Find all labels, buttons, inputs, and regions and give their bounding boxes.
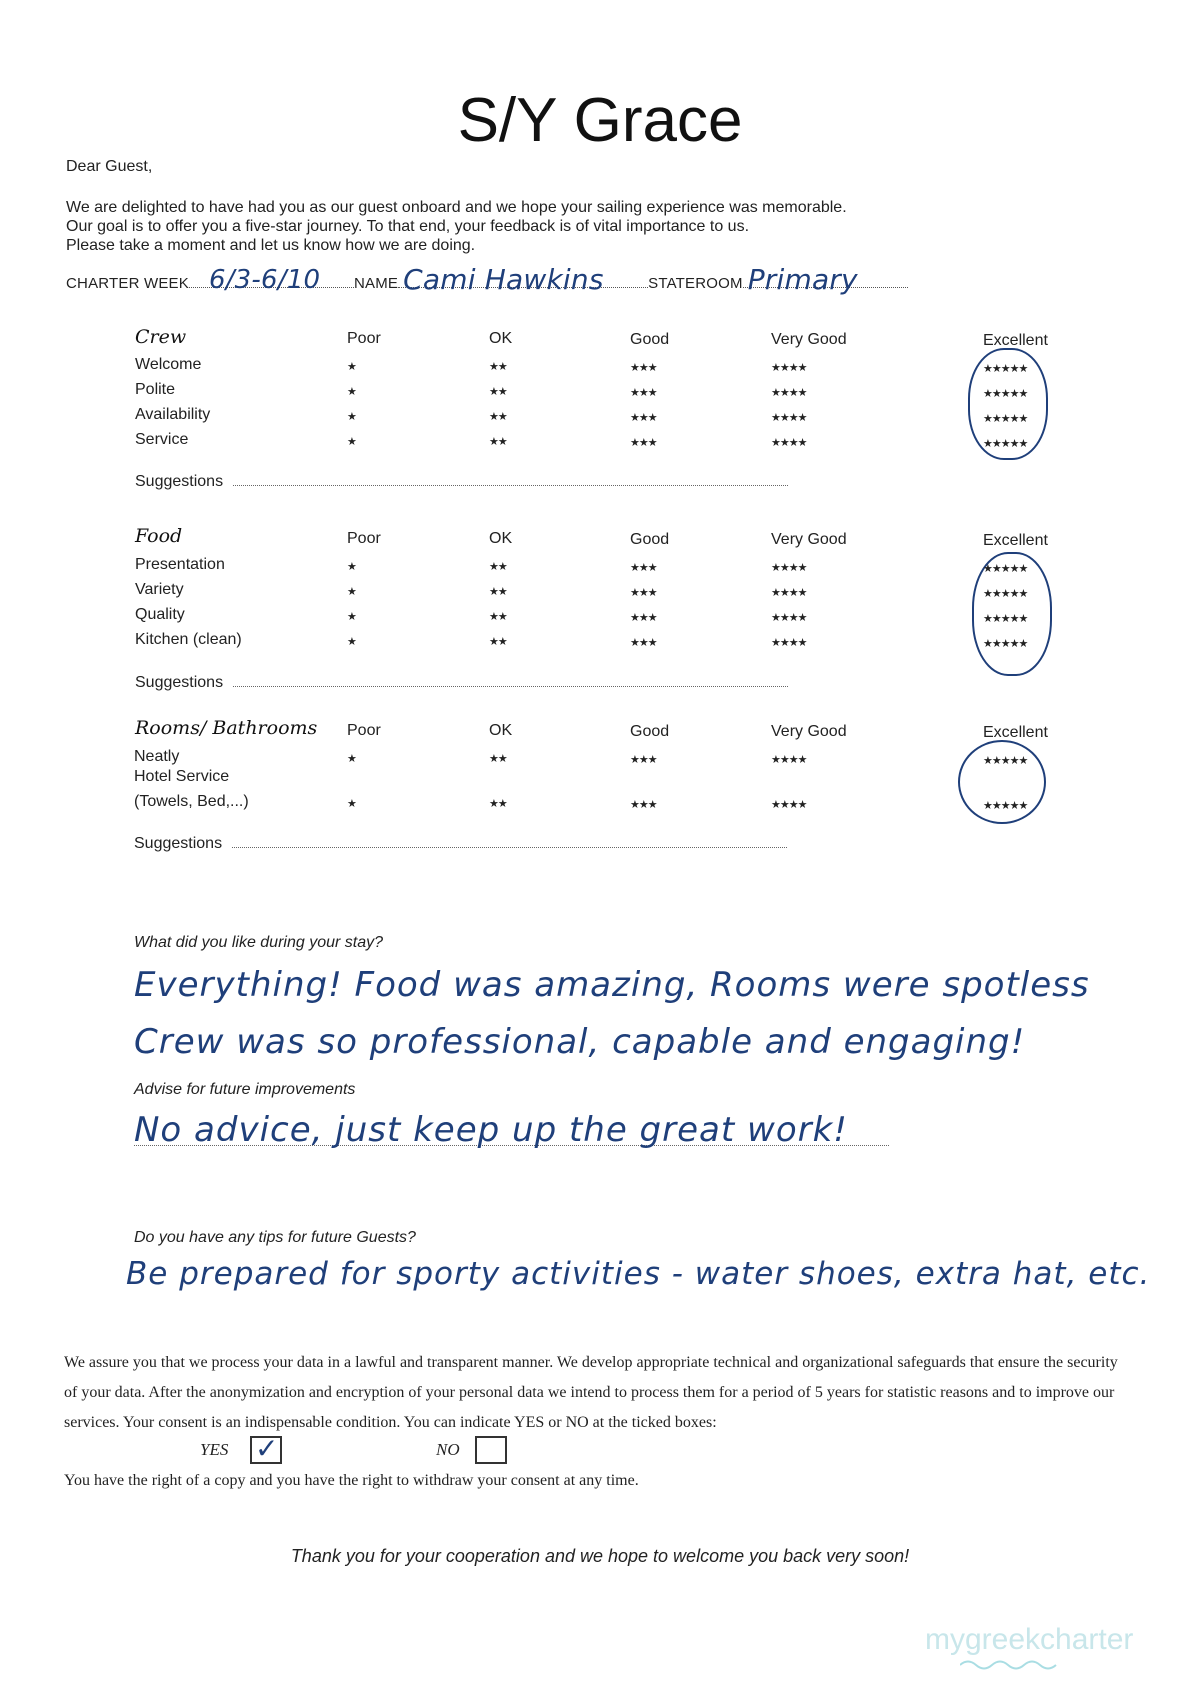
rating-good[interactable]: ★★★ — [630, 412, 657, 424]
rating-very-good[interactable]: ★★★★ — [771, 637, 807, 649]
row-label: (Towels, Bed,...) — [134, 793, 249, 810]
rating-good[interactable]: ★★★ — [630, 754, 657, 766]
rating-excellent[interactable]: ★★★★★ — [983, 638, 1028, 650]
rating-good[interactable]: ★★★ — [630, 612, 657, 624]
yes-checkbox[interactable] — [250, 1432, 282, 1465]
row-label: Hotel Service — [134, 768, 230, 785]
answer-like-line-1[interactable]: Everything! Food was amazing, Rooms were spotless — [134, 965, 1090, 1005]
rating-poor[interactable]: ★ — [347, 411, 356, 423]
rating-ok[interactable]: ★★ — [489, 386, 507, 398]
thank-you-text: Thank you for your cooperation and we hope to welcome you back very soon! — [290, 1546, 910, 1566]
col-good: Good — [630, 723, 670, 740]
col-poor: Poor — [347, 530, 381, 547]
rating-good[interactable]: ★★★ — [630, 587, 657, 599]
rating-poor[interactable]: ★ — [347, 798, 356, 810]
charter-week-value: 6/3-6/10 — [208, 265, 321, 295]
rating-excellent[interactable]: ★★★★★ — [983, 563, 1028, 575]
rating-good[interactable]: ★★★ — [630, 562, 657, 574]
form-title: S/Y Grace — [457, 86, 743, 155]
question-like: What did you like during your stay? — [134, 934, 384, 951]
row-label: Availability — [135, 406, 211, 423]
intro-text — [66, 198, 926, 255]
row-label: Presentation — [135, 556, 225, 573]
rating-good[interactable]: ★★★ — [630, 437, 657, 449]
col-poor: Poor — [347, 330, 381, 347]
suggestions-row — [135, 473, 788, 491]
suggestions-label: Suggestions — [135, 674, 224, 691]
row-label: Quality — [135, 606, 185, 623]
rating-ok[interactable]: ★★ — [489, 561, 507, 573]
rating-good[interactable]: ★★★ — [630, 362, 657, 374]
rating-good[interactable]: ★★★ — [630, 799, 657, 811]
rights-text: You have the right of a copy and you have the right to withdraw your consent at any time. — [64, 1472, 639, 1489]
section-title-crew: Crew — [135, 326, 187, 348]
rating-poor[interactable]: ★ — [347, 386, 356, 398]
charter-week-label: CHARTER WEEK — [66, 275, 189, 292]
suggestions-row — [135, 674, 788, 692]
greeting: Dear Guest, — [66, 158, 153, 175]
charter-info-row — [66, 263, 908, 296]
answer-advise[interactable]: No advice, just keep up the great work! — [134, 1110, 848, 1150]
rating-poor[interactable]: ★ — [347, 361, 356, 373]
rating-excellent[interactable]: ★★★★★ — [983, 613, 1028, 625]
row-label: Polite — [135, 381, 176, 398]
charter-week-field[interactable] — [189, 265, 354, 295]
rating-excellent[interactable]: ★★★★★ — [983, 588, 1028, 600]
section-title-rooms: Rooms/ Bathrooms — [135, 717, 318, 739]
col-good: Good — [630, 531, 670, 548]
col-very-good: Very Good — [771, 723, 847, 740]
rating-excellent[interactable]: ★★★★★ — [983, 363, 1028, 375]
suggestions-label: Suggestions — [135, 473, 224, 490]
col-excellent: Excellent — [983, 332, 1048, 349]
stateroom-value: Primary — [747, 263, 858, 296]
rating-poor[interactable]: ★ — [347, 753, 356, 765]
section-title-food: Food — [135, 525, 183, 547]
rating-excellent[interactable]: ★★★★★ — [983, 388, 1028, 400]
rating-very-good[interactable]: ★★★★ — [771, 437, 807, 449]
watermark-wave-icon — [960, 1658, 1060, 1672]
suggestions-field[interactable] — [233, 676, 788, 687]
intro-line: Our goal is to offer you a five-star journey. To that end, your feedback is of vital importance to us. — [66, 218, 750, 235]
stateroom-field[interactable] — [743, 263, 908, 296]
rating-poor[interactable]: ★ — [347, 561, 356, 573]
col-good: Good — [630, 331, 670, 348]
rating-very-good[interactable]: ★★★★ — [771, 587, 807, 599]
suggestions-label: Suggestions — [134, 835, 223, 852]
rating-very-good[interactable]: ★★★★ — [771, 387, 807, 399]
col-excellent: Excellent — [983, 532, 1048, 549]
rating-excellent[interactable]: ★★★★★ — [983, 800, 1028, 812]
suggestions-row — [134, 835, 787, 853]
col-ok: OK — [489, 722, 513, 739]
no-label: NO — [436, 1440, 460, 1459]
rating-excellent[interactable]: ★★★★★ — [983, 755, 1028, 767]
rating-poor[interactable]: ★ — [347, 586, 356, 598]
consent-text: We assure you that we process your data in a lawful and transparent manner. We develop appropriate technical and organizational safeguards that ensure the security of your data. After the anonymization and encryption of your personal data we intend to process them for a period of 5 years for statistic reasons and to improve our services. Your consent is an indispensable condition. You can indicate YES or NO at the ticked boxes: — [64, 1354, 1118, 1431]
suggestions-field[interactable] — [232, 837, 787, 848]
col-ok: OK — [489, 330, 513, 347]
rating-poor[interactable]: ★ — [347, 436, 356, 448]
rating-ok[interactable]: ★★ — [489, 436, 507, 448]
rating-very-good[interactable]: ★★★★ — [771, 362, 807, 374]
rating-ok[interactable]: ★★ — [489, 753, 507, 765]
rating-ok[interactable]: ★★ — [489, 586, 507, 598]
name-label: NAME — [353, 275, 399, 292]
rating-good[interactable]: ★★★ — [630, 387, 657, 399]
check-icon: ✓ — [255, 1432, 279, 1465]
col-ok: OK — [489, 530, 513, 547]
rating-very-good[interactable]: ★★★★ — [771, 754, 807, 766]
no-checkbox[interactable] — [475, 1436, 507, 1464]
answer-like-line-2[interactable]: Crew was so professional, capable and engaging! — [134, 1022, 1026, 1062]
rating-ok[interactable]: ★★ — [489, 798, 507, 810]
rating-very-good[interactable]: ★★★★ — [771, 562, 807, 574]
rating-ok[interactable]: ★★ — [489, 611, 507, 623]
rating-poor[interactable]: ★ — [347, 636, 356, 648]
rating-ok[interactable]: ★★ — [489, 636, 507, 648]
rating-excellent[interactable]: ★★★★★ — [983, 438, 1028, 450]
col-very-good: Very Good — [771, 331, 847, 348]
intro-line: We are delighted to have had you as our guest onboard and we hope your sailing experience was memorable. — [66, 199, 847, 216]
rating-very-good[interactable]: ★★★★ — [771, 612, 807, 624]
col-excellent: Excellent — [983, 724, 1048, 741]
intro-line: Please take a moment and let us know how we are doing. — [66, 237, 476, 254]
stateroom-label: STATEROOM — [648, 275, 743, 292]
answer-tips[interactable]: Be prepared for sporty activities - water shoes, extra hat, etc. — [126, 1256, 1151, 1292]
suggestions-field[interactable] — [233, 475, 788, 486]
name-field[interactable] — [398, 263, 648, 296]
row-label: Neatly — [134, 748, 180, 765]
rating-excellent[interactable]: ★★★★★ — [983, 413, 1028, 425]
row-label: Service — [135, 431, 189, 448]
name-value: Cami Hawkins — [403, 263, 604, 296]
rating-ok[interactable]: ★★ — [489, 361, 507, 373]
rating-very-good[interactable]: ★★★★ — [771, 799, 807, 811]
col-very-good: Very Good — [771, 531, 847, 548]
watermark-logo: mygreekcharter — [925, 1623, 1134, 1656]
rating-very-good[interactable]: ★★★★ — [771, 412, 807, 424]
row-label: Variety — [135, 581, 184, 598]
rating-good[interactable]: ★★★ — [630, 637, 657, 649]
question-advise: Advise for future improvements — [134, 1081, 356, 1098]
rating-ok[interactable]: ★★ — [489, 411, 507, 423]
yes-label: YES — [200, 1440, 229, 1459]
row-label: Kitchen (clean) — [135, 631, 242, 648]
row-label: Welcome — [135, 356, 202, 373]
question-tips: Do you have any tips for future Guests? — [134, 1229, 416, 1246]
col-poor: Poor — [347, 722, 381, 739]
rating-poor[interactable]: ★ — [347, 611, 356, 623]
